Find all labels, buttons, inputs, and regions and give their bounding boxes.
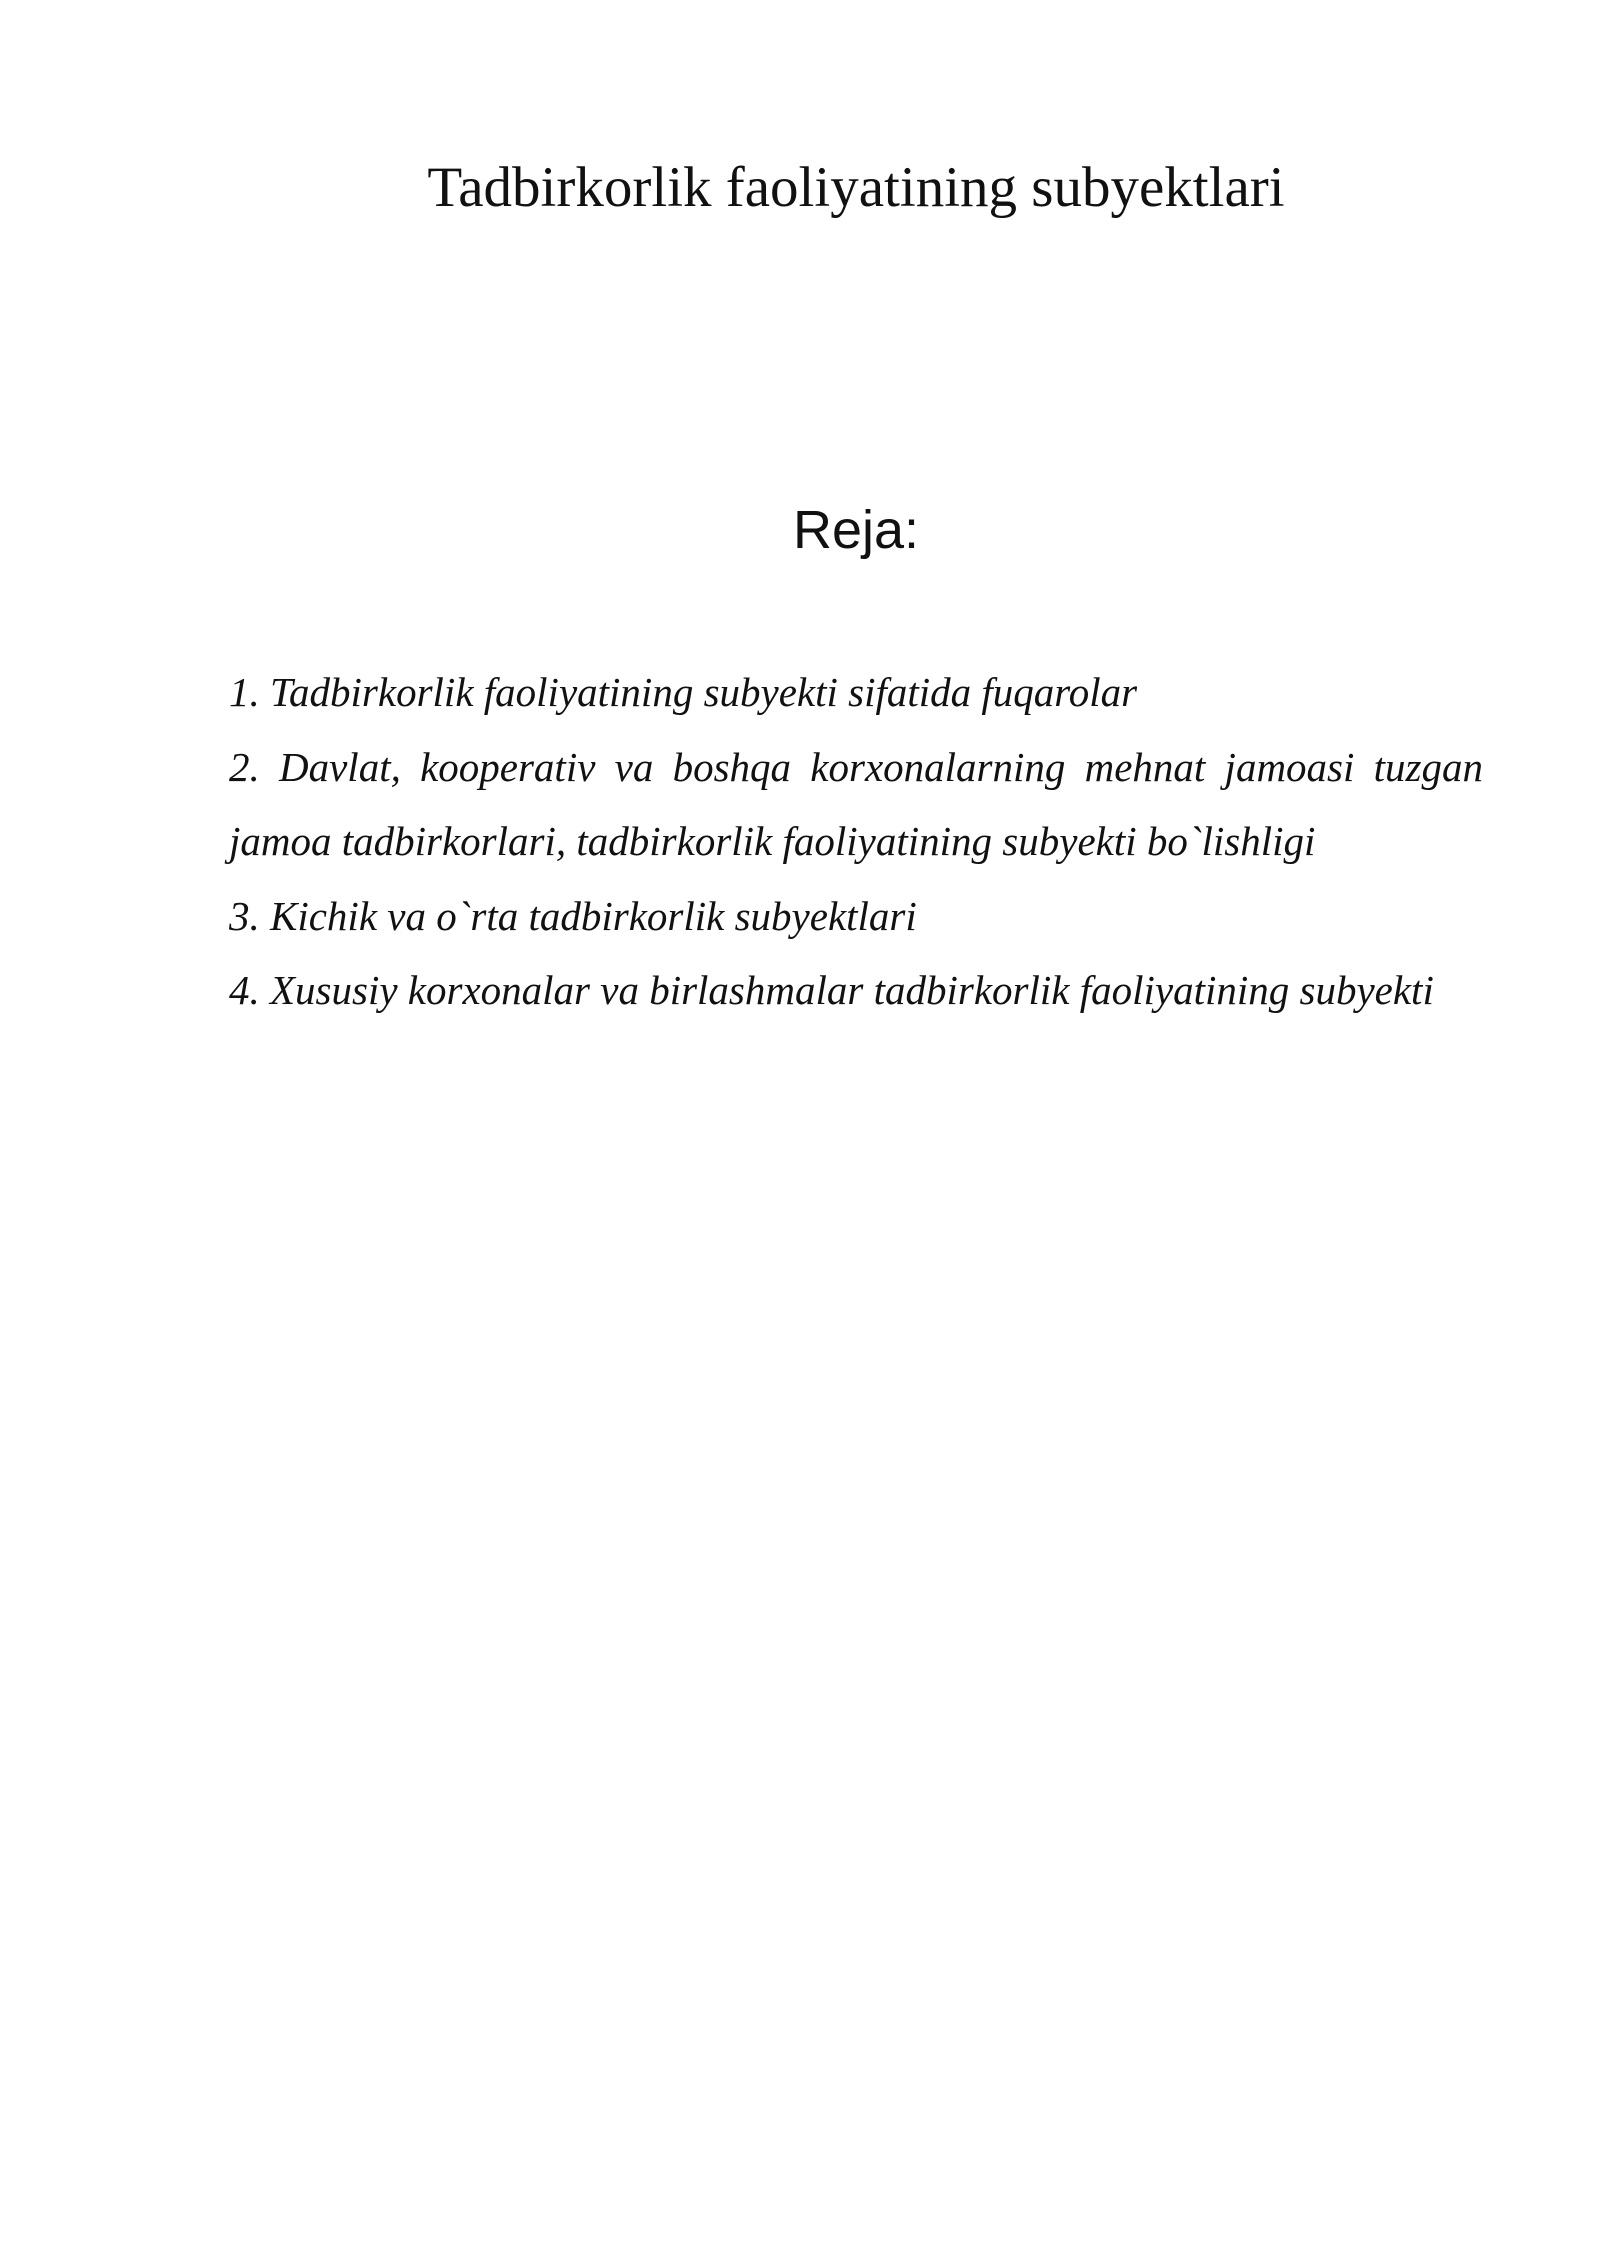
- document-title: Tadbirkorlik faoliyatining subyektlari: [427, 156, 1285, 219]
- plan-heading: Reja:: [792, 500, 920, 560]
- plan-item-2: 2. Davlat, kooperativ va boshqa korxonalarning mehnat jamoasi tuzgan jamoa tadbirkorlari, tadbirkorlik faoliyatining subyekti bo`lishligi: [229, 743, 1483, 864]
- plan-item-4: 4. Xususiy korxonalar va birlashmalar tadbirkorlik faoliyatining subyekti: [229, 967, 1434, 1013]
- plan-item-3: 3. Kichik va o`rta tadbirkorlik subyektlari: [229, 892, 917, 939]
- plan-list: [229, 655, 1483, 1028]
- plan-item-1: 1. Tadbirkorlik faoliyatining subyekti sifatida fuqarolar: [229, 669, 1138, 715]
